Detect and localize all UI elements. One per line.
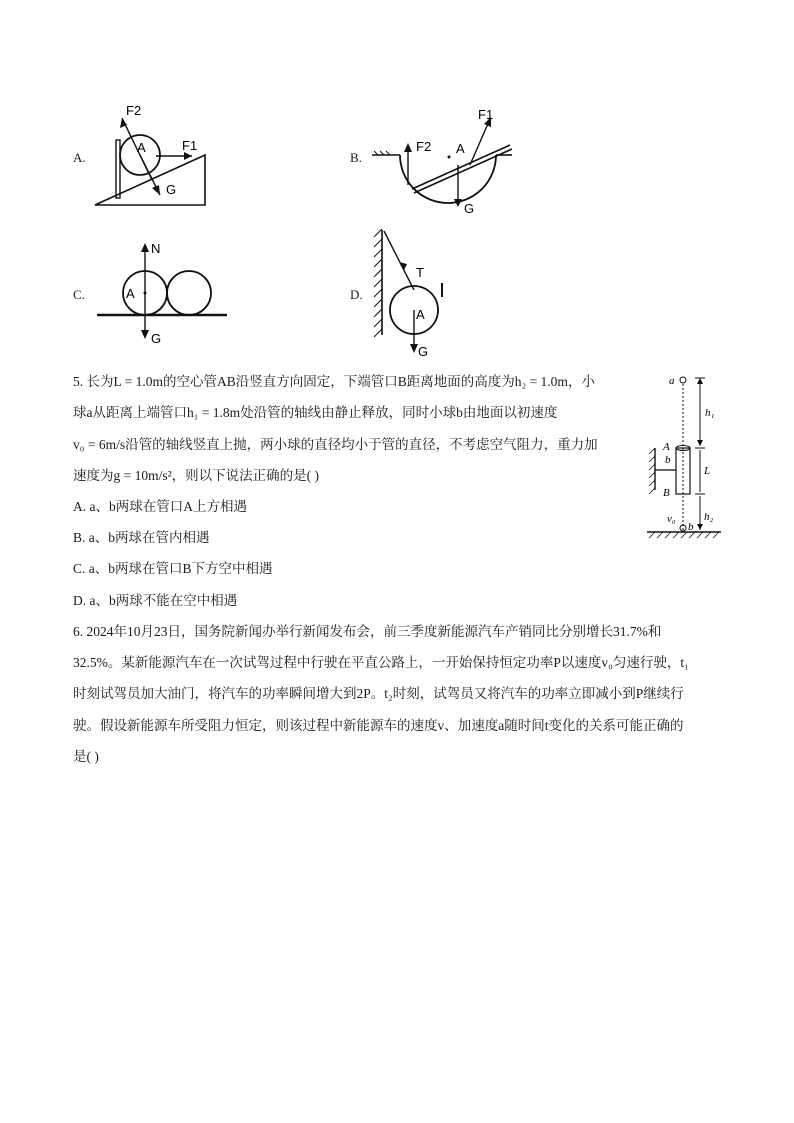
label-b-upper: b — [665, 454, 671, 466]
label-v0: v₀ — [667, 513, 676, 525]
option-c-label: C. — [73, 287, 85, 302]
q6-line-2: 32.5%。某新能源汽车在一次试驾过程中行驶在平直公路上，一开始保持恒定功率P以速度v₀匀速行驶，t₁ — [73, 655, 689, 670]
label-f1: F1 — [478, 107, 494, 122]
q5-line-3: v₀ = 6m/s沿管的轴线竖直上抛，两小球的直径均小于管的直径，不考虑空气阻力，重力加 — [73, 437, 598, 452]
q5-tube-figure — [645, 370, 725, 542]
label-t: T — [416, 265, 424, 280]
label-h2: h₂ — [704, 511, 714, 523]
label-f1: F1 — [182, 138, 198, 153]
label-n: N — [151, 241, 161, 256]
option-a-figure — [90, 100, 220, 210]
label-g: G — [166, 182, 177, 197]
option-b-label: B. — [350, 150, 362, 165]
option-b-figure — [370, 105, 520, 215]
label-f2: F2 — [416, 139, 432, 154]
option-c-figure — [95, 235, 235, 347]
q5-line-1: 5. 长为L = 1.0m的空心管AB沿竖直方向固定，下端管口B距离地面的高度为h₂ = 1.0m，小 — [73, 374, 595, 389]
label-B: B — [663, 487, 670, 499]
option-d-label: D. — [350, 287, 363, 302]
label-ball-a: A — [137, 140, 146, 155]
label-g: G — [418, 344, 429, 359]
q5-option-a[interactable]: A. a、b两球在管口A上方相遇 — [73, 499, 247, 514]
label-b-lower: b — [688, 521, 694, 533]
q6-line-3: 时刻试驾员加大油门，将汽车的功率瞬间增大到2P。t₂时刻，试驾员又将汽车的功率立即减小到P继续行 — [73, 686, 684, 701]
q5-line-4: 速度为g = 10m/s²，则以下说法正确的是( ) — [73, 468, 320, 483]
label-a: a — [669, 375, 675, 387]
label-g: G — [464, 201, 475, 215]
label-ball-a: A — [126, 286, 135, 301]
label-ball-a: A — [416, 307, 425, 322]
label-f2: F2 — [126, 103, 142, 118]
label-g: G — [151, 331, 162, 346]
label-h1: h₁ — [705, 407, 715, 419]
option-a-label: A. — [73, 150, 86, 165]
q5-line-2: 球a从距离上端管口h₁ = 1.8m处沿管的轴线由静止释放，同时小球b由地面以初速度 — [73, 405, 558, 420]
q5-option-d[interactable]: D. a、b两球不能在空中相遇 — [73, 593, 238, 608]
label-ball-a: A — [456, 141, 465, 156]
q6-line-4: 驶。假设新能源车所受阻力恒定，则该过程中新能源车的速度v、加速度a随时间t变化的关系可能正确的 — [73, 718, 684, 733]
q6-line-5: 是( ) — [73, 749, 99, 764]
q6-line-1: 6. 2024年10月23日，国务院新闻办举行新闻发布会，前三季度新能源汽车产销同比分别增长31.7%和 — [73, 624, 662, 639]
label-L: L — [704, 465, 711, 477]
q5-option-c[interactable]: C. a、b两球在管口B下方空中相遇 — [73, 561, 273, 576]
label-A: A — [663, 441, 670, 453]
option-d-figure — [372, 225, 472, 360]
q5-option-b[interactable]: B. a、b两球在管内相遇 — [73, 530, 210, 545]
